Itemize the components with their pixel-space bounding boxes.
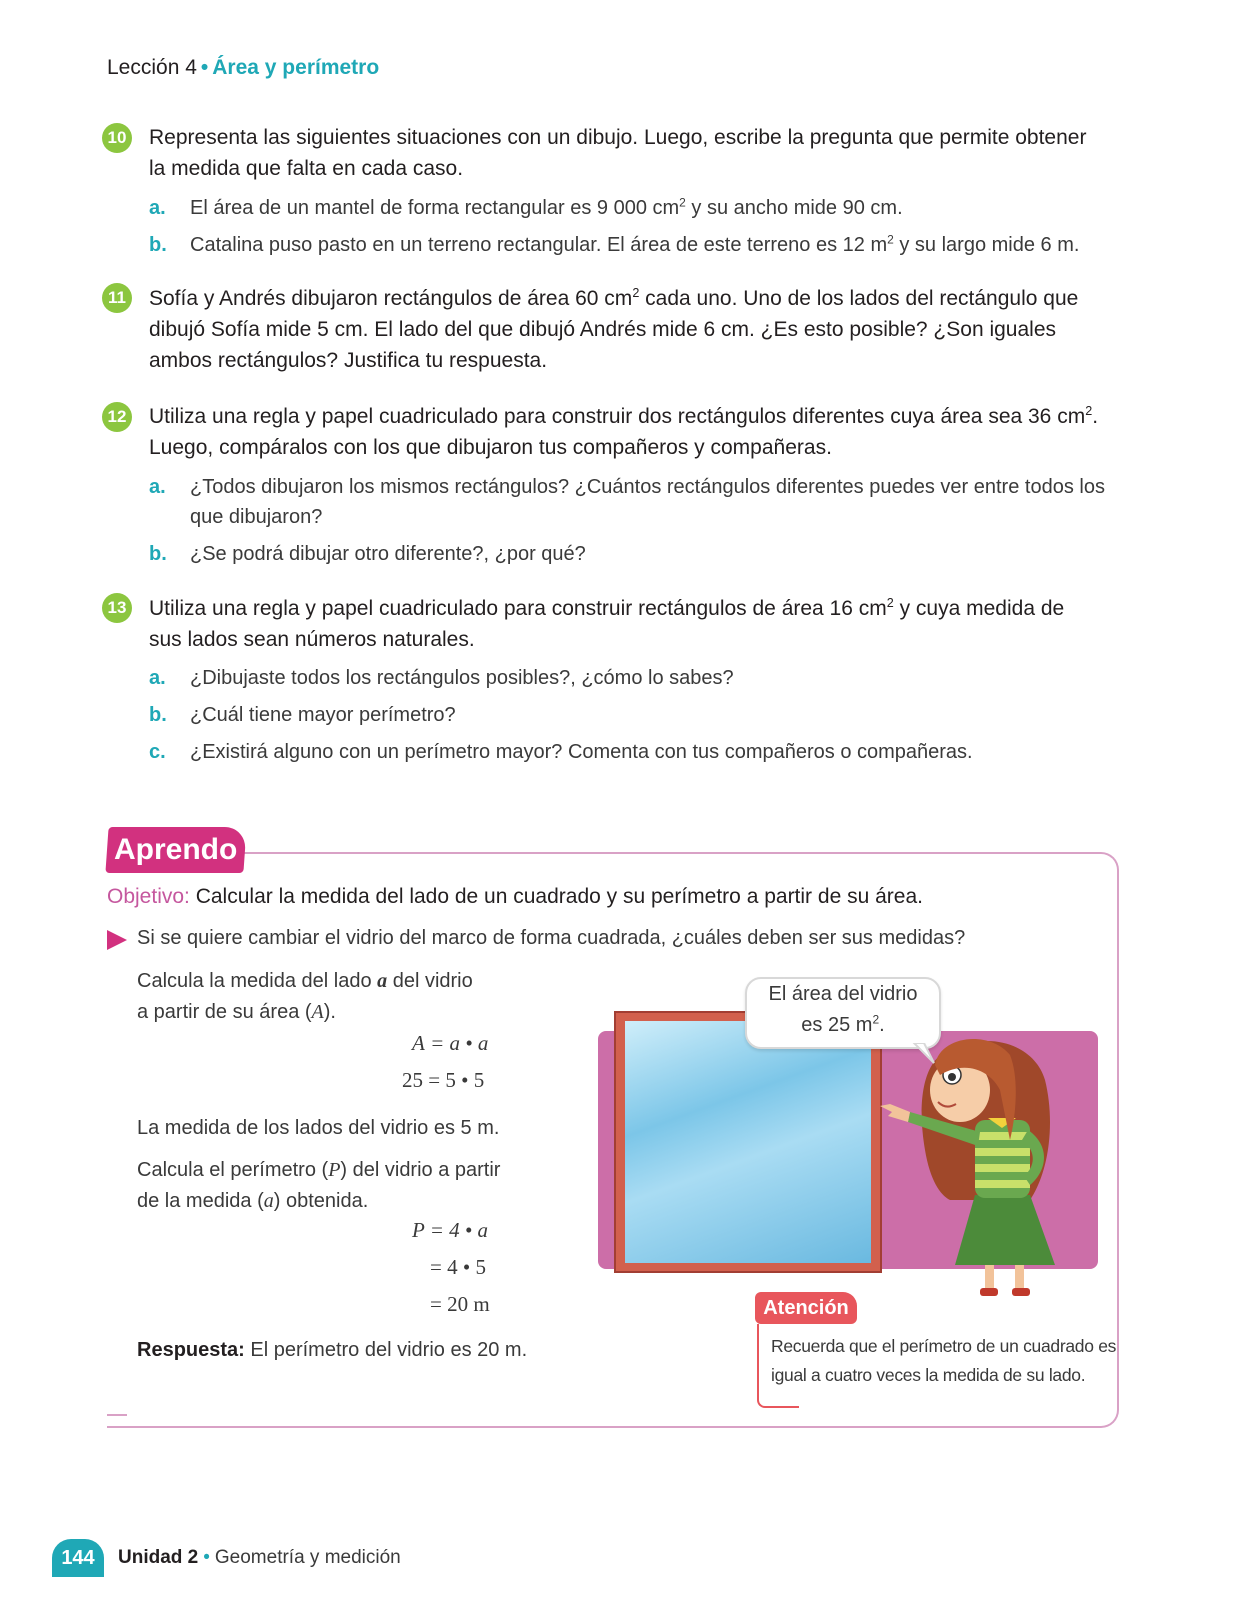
item-letter: b. — [149, 704, 167, 726]
step2-instruction: Calcula el perímetro (P) del vidrio a partir de la medida (a) obtenida. — [137, 1159, 501, 1212]
item-letter: a. — [149, 667, 166, 689]
exercise-13-line2: sus lados sean números naturales. — [149, 628, 475, 651]
window-glass — [625, 1021, 871, 1263]
lesson-title: Área y perímetro — [212, 56, 380, 79]
exercise-13-line1: Utiliza una regla y papel cuadriculado para construir rectángulos de área 16 $cm^2$ y cuya medida de — [149, 596, 1065, 620]
header-separator: • — [200, 56, 209, 79]
footer-unit: Unidad 2 • Geometría y medición — [118, 1547, 401, 1568]
box-bottom-divider — [107, 1414, 127, 1416]
item-text: ¿Todos dibujaron los mismos rectángulos? ¿Cuántos rectángulos diferentes puedes ver entre todos los que dibujaron? — [190, 476, 1105, 528]
item-letter: b. — [149, 543, 167, 565]
exercise-13-statement — [149, 593, 1109, 655]
answer-text: El perímetro del vidrio es 20 m. — [244, 1339, 528, 1361]
perimeter-result: = 20 m — [430, 1292, 490, 1316]
perimeter-formula: P = 4 • a — [412, 1218, 488, 1242]
aprendo-tab: Aprendo — [105, 827, 246, 873]
exercise-10-statement — [149, 122, 1109, 184]
exercise-10-line2: la medida que falta en cada caso. — [149, 157, 464, 180]
speech-bubble-tail — [912, 1043, 936, 1067]
answer-label: Respuesta: — [137, 1339, 245, 1361]
speech-bubble — [745, 977, 941, 1049]
answer-line — [137, 1335, 527, 1366]
exercise-11-statement — [149, 283, 1109, 376]
item-letter: b. — [149, 234, 167, 256]
item-letter: a. — [149, 197, 166, 219]
exercise-12-statement — [149, 401, 1109, 463]
objective-label: Objetivo: — [107, 885, 190, 908]
step1-instruction: Calcula la medida del lado a del vidrio a partir de su área (A). — [137, 970, 473, 1023]
exercise-12-line1: Utiliza una regla y papel cuadriculado para construir dos rectángulos diferentes cuya área sea 36 $cm^2$. — [149, 404, 1099, 428]
exercise-11-line1: Sofía y Andrés dibujaron rectángulos de área 60 $cm^2$ cada uno. Uno de los lados del rectángulo que — [149, 286, 1079, 310]
objective-text: Calcular la medida del lado de un cuadrado y su perímetro a partir de su área. — [189, 885, 923, 908]
bubble-line2: es 25 $m^2$. — [801, 1012, 885, 1036]
bubble-line1: El área del vidrio — [768, 983, 918, 1005]
item-text: ¿Dibujaste todos los rectángulos posibles?, ¿cómo lo sabes? — [190, 667, 734, 689]
perimeter-substitution: = 4 • 5 — [430, 1255, 486, 1279]
question-text: Si se quiere cambiar el vidrio del marco de forma cuadrada, ¿cuáles deben ser sus medidas? — [137, 927, 966, 949]
side-result: La medida de los lados del vidrio es 5 m. — [137, 1117, 500, 1139]
area-substitution: 25 = 5 • 5 — [402, 1068, 485, 1092]
atencion-note: Recuerda que el perímetro de un cuadrado es igual a cuatro veces la medida de su lado. — [771, 1336, 1117, 1385]
exercise-12-line2: Luego, compáralos con los que dibujaron tus compañeros y compañeras. — [149, 436, 832, 459]
area-formula: A = a • a — [412, 1031, 489, 1055]
exercise-11-line2: dibujó Sofía mide 5 cm. El lado del que dibujó Andrés mide 6 cm. ¿Es esto posible? ¿Son iguales — [149, 318, 1057, 341]
exercise-number-badge: 13 — [102, 593, 132, 623]
lesson-header — [107, 56, 379, 80]
item-letter: a. — [149, 476, 166, 498]
triangle-bullet-icon — [107, 930, 127, 950]
objective-line — [107, 885, 923, 909]
item-text: El área de un mantel de forma rectangular es 9 000 $cm^2$ y su ancho mide 90 cm. — [190, 195, 903, 219]
exercise-number-badge: 10 — [102, 123, 132, 153]
item-text: Catalina puso pasto en un terreno rectangular. El área de este terreno es 12 $m^2$ y su largo mide 6 m. — [190, 232, 1080, 256]
exercise-11-line3: ambos rectángulos? Justifica tu respuesta. — [149, 349, 548, 372]
atencion-tab: Atención — [755, 1292, 857, 1324]
item-text: ¿Existirá alguno con un perímetro mayor? Comenta con tus compañeros o compañeras. — [190, 741, 973, 763]
item-text: ¿Cuál tiene mayor perímetro? — [190, 704, 456, 726]
lesson-label: Lección 4 — [107, 56, 197, 79]
page-number: 144 — [52, 1539, 104, 1577]
exercise-number-badge: 12 — [102, 402, 132, 432]
exercise-10-line1: Representa las siguientes situaciones con un dibujo. Luego, escribe la pregunta que permite obtener — [149, 126, 1087, 149]
item-letter: c. — [149, 741, 166, 763]
item-text: ¿Se podrá dibujar otro diferente?, ¿por qué? — [190, 543, 586, 565]
exercise-number-badge: 11 — [102, 283, 132, 313]
